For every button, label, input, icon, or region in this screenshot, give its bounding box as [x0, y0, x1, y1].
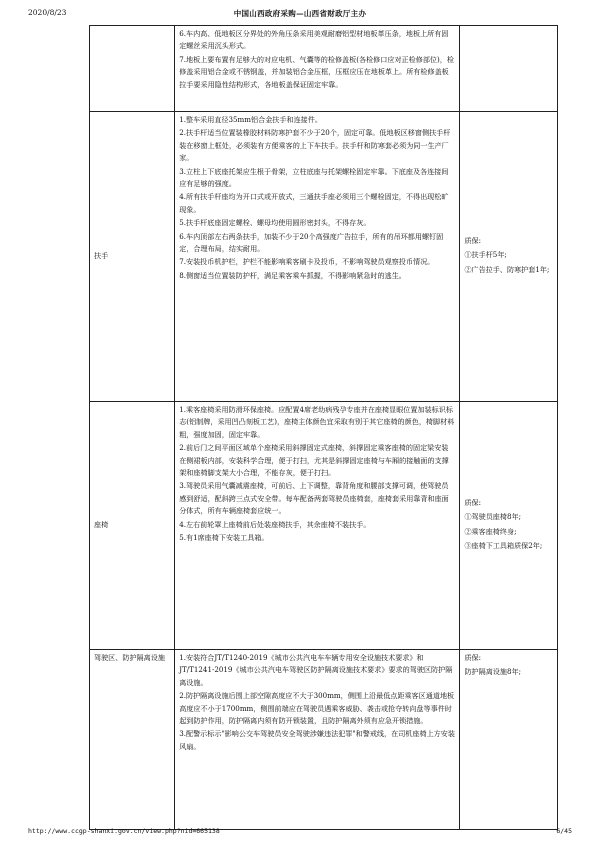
list-item: 7.地板上要布置有足够大的对应电机、气囊等的检修盖板(各检修口应对正检修部位)，检修盖采用铝合金或不锈钢盖，并加装铝合金压框，压框应压在地板革上。所有检修盖板拉手要采用隐性结构形式，各地板盖保证固定牢靠。: [179, 54, 454, 89]
list-item: 2.前后门之间平面区域单个座椅采用斜撑固定式座椅，斜撑固定乘客座椅的固定梁安装在侧裙板内部，安装科学合理，便于打扫，尤其是斜撑固定座椅与车厢的接触面的支撑架和座椅脚支架大小合理，不能存灰，便于打扫。: [179, 443, 449, 478]
page-url[interactable]: http://www.ccgp-shanxi.gov.cn/view.php?nid=665138: [28, 827, 220, 835]
warranty-item: ②乘客座椅终身;: [464, 526, 517, 536]
warranty-item: ③座椅下工具箱质保2年;: [464, 540, 543, 550]
table-row: [90, 112, 558, 402]
description-cell: [175, 112, 460, 402]
table-row: [90, 650, 558, 830]
list-item: 6.车内高、低地板区分界处的外角压条采用美观耐磨铝型材地板革压条，地板上所有固定螺丝采用沉头形式。: [179, 29, 449, 51]
warranty-item: 防护隔离设施8年;: [464, 667, 521, 677]
requirement-cell: [460, 402, 558, 650]
list-item: 5.扶手杆底座固定螺栓、螺母均使用圆形密封头，不得存灰。: [179, 218, 371, 228]
list-item: 1.整车采用直径35mm铝合金扶手和连接件。: [179, 115, 322, 124]
list-item: 2.防护隔离设施后围上部空隙高度应不大于300mm，侧围上沿最低点距乘客区通道地板高度应不小于1700mm，侧围前端应在驾驶员遇乘客威胁、袭击或抢夺转向盘等事件时起到防护作用，防护隔离内须有防开锁装置，且防护隔离外须有应急开锁措施。: [179, 691, 455, 726]
table-row: [90, 402, 558, 650]
requirement-cell: [460, 26, 558, 112]
print-date: 2020/8/23: [28, 8, 67, 17]
list-item: 5.有1席座椅下安装工具箱。: [179, 533, 269, 543]
page-footer: [28, 827, 572, 839]
warranty-label: 质保:: [464, 235, 482, 245]
item-cell: 驾驶区、防护隔离设施: [90, 650, 175, 830]
list-item: 3.配警示标示"影响公交车驾驶员安全驾驶涉嫌违法犯罪"和警戒线，在司机座椅上方安装风扇。: [179, 729, 455, 751]
warranty-item: ②广告拉手、防寒护套1年;: [464, 264, 550, 274]
list-item: 7.安装投币机护栏，护栏不能影响乘客刷卡及投币，不影响驾驶员观察投币情况。: [179, 257, 435, 267]
list-item: 1.安装符合JT/T1240-2019《城市公共汽电车车辆专用安全设施技术要求》和JT/T1241-2019《城市公共汽电车驾驶区防护隔离设施技术要求》要求的驾驶区防护隔离设施。: [179, 653, 453, 687]
warranty-item: ①扶手杆5年;: [464, 250, 507, 260]
spec-table: [89, 25, 558, 830]
list-item: 3.驾驶员采用气囊减震座椅，可前后、上下调整，靠背角度和腰部支撑可调，使驾驶员感到舒适，配斜跨三点式安全带。每车配备两套驾驶员座椅套，座椅套采用靠背和座面分体式，所有车辆座椅套应统一。: [179, 481, 449, 516]
requirement-cell: [460, 650, 558, 830]
list-item: 1.乘客座椅采用防滑环保座椅。应配置4席老幼病残孕专座并在座椅显眼位置加装标识标志(铝制牌，采用凹凸刻板工艺)，座椅主体颜色宜采取有别于其它座椅的颜色，椅脚材料粗，强度加固，固定牢靠。: [179, 405, 455, 439]
list-item: 8.侧窗适当位置装防护杆，满足乘客乘车抓握，不得影响紧急时的逃生。: [179, 270, 406, 280]
site-title: 中国山西政府采购—山西省财政厅主办: [233, 9, 367, 18]
item-cell: 座椅: [90, 402, 175, 650]
warranty-item: ①驾驶员座椅8年;: [464, 512, 521, 522]
description-cell: [175, 650, 460, 830]
warranty-label: 质保:: [464, 497, 482, 507]
list-item: 6.车内顶部左右两条扶手，加装不少于20个高强度广告拉手，所有的吊环都用螺钉固定，合理布局，结实耐用。: [179, 231, 444, 254]
list-item: 3.立柱上下底座托架应生根于骨架，立柱底座与托架螺栓固定牢靠。下底座及各连接间应有足够的强度。: [179, 166, 449, 189]
table-row: [90, 26, 558, 112]
warranty-label: 质保:: [464, 653, 482, 662]
list-item: 4.左右前轮罩上座椅前后处装座椅扶手，其余座椅不装扶手。: [179, 519, 371, 529]
requirement-cell: [460, 112, 558, 402]
description-cell: [175, 402, 460, 650]
page-header: [28, 8, 572, 22]
list-item: 4.所有扶手杆座均为开口式或开放式，三通扶手座必须用三个螺栓固定，不得出现松旷现象。: [179, 192, 449, 214]
item-cell: [90, 26, 175, 112]
description-cell: [175, 26, 460, 112]
page-number: 6/45: [556, 827, 572, 835]
item-cell: 扶手: [90, 112, 175, 402]
list-item: 2.扶手杆适当位置装橡胶材料防寒护套不少于20个，固定可靠。低地板区移窗侧扶手杆装在移窗上框处，必须装有方便乘客的上下车扶手。扶手杆和防寒套必须为同一生产厂家。: [179, 128, 451, 163]
